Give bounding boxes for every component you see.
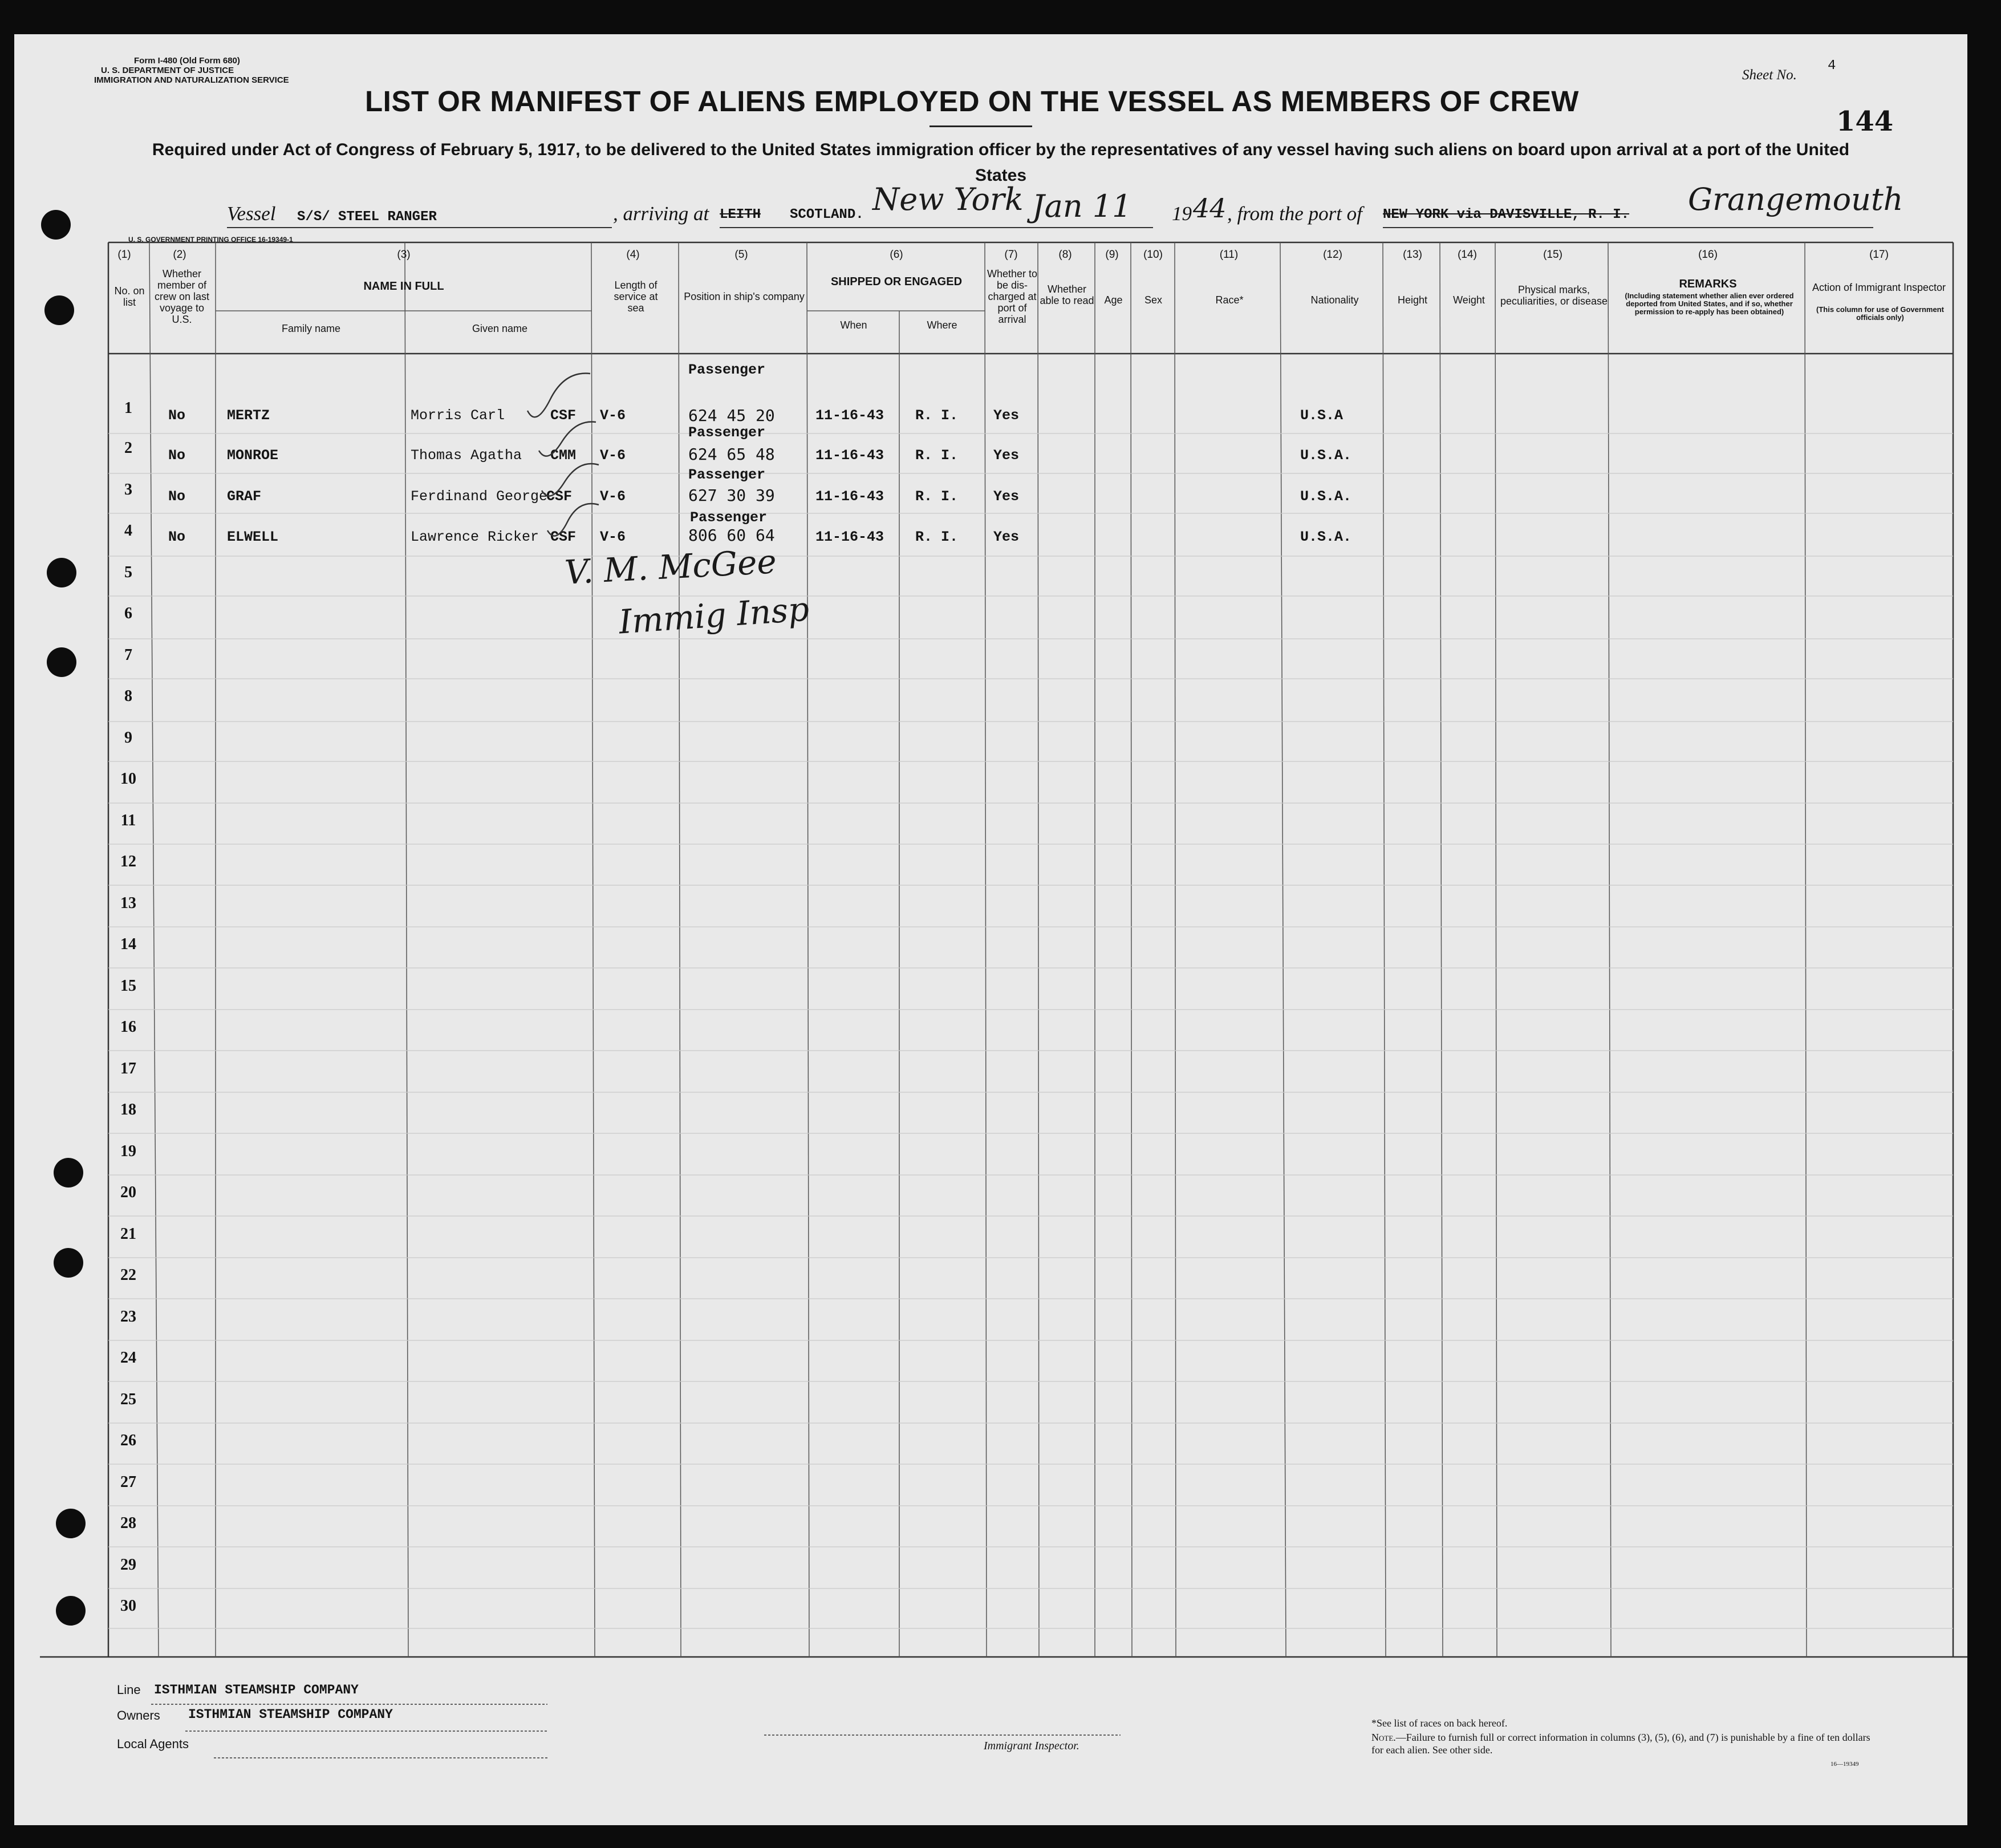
position-title: Passenger (690, 509, 768, 526)
hdr-action: Action of Immigrant Inspector (1812, 282, 1946, 293)
row-number: 29 (120, 1556, 136, 1574)
hdr-when: When (840, 319, 867, 331)
row-number: 13 (120, 894, 136, 912)
row-number: 7 (124, 646, 132, 664)
service: IMMIGRATION AND NATURALIZATION SERVICE (94, 75, 289, 85)
row-number: 25 (120, 1391, 136, 1408)
service-at-sea: V-6 (600, 488, 626, 505)
hdr-discharged: Whether to be dis-charged at port of arrival (987, 268, 1038, 325)
col-num-13: (13) (1403, 249, 1422, 261)
nationality: U.S.A. (1300, 447, 1352, 464)
hdr-shipped-engaged: SHIPPED OR ENGAGED (830, 275, 963, 288)
hdr-position: Position in ship's company (684, 291, 805, 302)
inspector-title: Immig Insp (618, 589, 811, 642)
hdr-name-in-full: NAME IN FULL (363, 280, 444, 293)
shipped-where: R. I. (915, 447, 959, 464)
hdr-whether-member: Whether member of crew on last voyage to U.S. (154, 268, 210, 325)
line-value: ISTHMIAN STEAMSHIP COMPANY (154, 1683, 359, 1697)
hdr-remarks-note: (Including statement whether alien ever ordered deported from United States, and if so, whether permission to re-apply has been obtained) (1625, 291, 1794, 316)
row-number: 23 (120, 1308, 136, 1326)
col-num-2: (2) (173, 249, 186, 261)
row-number: 17 (120, 1060, 136, 1077)
col-num-15: (15) (1543, 249, 1562, 261)
row-number: 2 (124, 439, 132, 457)
member-last-voyage: No (168, 407, 186, 424)
local-agents-label: Local Agents (117, 1737, 189, 1751)
service-at-sea: V-6 (600, 407, 626, 424)
row-number: 4 (124, 522, 132, 540)
row-number: 3 (124, 481, 132, 499)
hdr-sex: Sex (1144, 294, 1163, 306)
rating: CMM (550, 447, 577, 464)
check-mark (527, 374, 590, 418)
member-last-voyage: No (168, 447, 186, 464)
row-number: 14 (120, 935, 136, 953)
form-id: Form I-480 (Old Form 680) (134, 56, 240, 66)
row-number: 21 (120, 1225, 136, 1243)
check-mark (542, 464, 599, 496)
hdr-no-on-list: No. on list (114, 285, 145, 308)
sheet-no-label: Sheet No. (1742, 67, 1797, 83)
year-handwritten: 44 (1193, 193, 1227, 224)
family-name: MONROE (227, 447, 279, 464)
row-number: 6 (124, 605, 132, 622)
col-num-1: (1) (117, 249, 131, 261)
row-number: 11 (120, 812, 136, 829)
family-name: GRAF (227, 488, 262, 505)
service-at-sea: V-6 (600, 447, 626, 464)
arrival-date: Jan 11 (1032, 188, 1132, 224)
given-name: Ferdinand George (411, 488, 548, 505)
col-num-14: (14) (1458, 249, 1477, 261)
col-num-17: (17) (1869, 249, 1889, 261)
col-num-7: (7) (1004, 249, 1018, 261)
row-number: 9 (124, 729, 132, 747)
shipped-when: 11-16-43 (815, 447, 884, 464)
check-mark (539, 422, 596, 456)
nationality: U.S.A (1300, 407, 1344, 424)
page-number: 144 (1836, 106, 1894, 137)
col-num-12: (12) (1323, 249, 1342, 261)
family-name: ELWELL (227, 529, 279, 545)
hdr-where: Where (927, 319, 957, 331)
arriving-port: SCOTLAND. (790, 207, 864, 222)
col-num-5: (5) (734, 249, 748, 261)
col-num-10: (10) (1143, 249, 1163, 261)
row-number: 20 (120, 1184, 136, 1201)
row-number: 26 (120, 1432, 136, 1449)
shipped-where: R. I. (915, 488, 959, 505)
manifest-subtitle: Required under Act of Congress of February 5, 1917, to be delivered to the United States immigration officer by the representatives of any vessel having such aliens on board upon arrival at a port of the United States (152, 140, 1850, 185)
row-number: 19 (120, 1142, 136, 1160)
manifest-title: LIST OR MANIFEST OF ALIENS EMPLOYED ON THE VESSEL AS MEMBERS OF CREW (365, 85, 1579, 117)
from-struck: NEW YORK via DAVISVILLE, R. I. (1383, 207, 1630, 222)
arriving-struck: LEITH (720, 207, 761, 222)
row-number: 12 (120, 853, 136, 870)
row-number: 5 (124, 564, 132, 581)
hdr-height: Height (1397, 294, 1428, 306)
rating: CSF (550, 407, 577, 424)
row-number: 18 (120, 1101, 136, 1118)
shipped-where: R. I. (915, 407, 959, 424)
vessel-label: Vessel (227, 202, 276, 225)
hdr-family-name: Family name (281, 323, 341, 334)
hdr-age: Age (1104, 294, 1123, 306)
inspector-signature: V. M. McGee (563, 542, 778, 592)
owners-value: ISTHMIAN STEAMSHIP COMPANY (188, 1707, 393, 1722)
hdr-physical: Physical marks, peculiarities, or disease (1500, 284, 1608, 307)
discharged: Yes (993, 447, 1020, 464)
row-number: 24 (120, 1349, 136, 1367)
shipped-where: R. I. (915, 529, 959, 545)
shipped-when: 11-16-43 (815, 529, 884, 545)
col-num-8: (8) (1058, 249, 1072, 261)
nationality: U.S.A. (1300, 529, 1352, 545)
family-name: MERTZ (227, 407, 270, 424)
shipped-when: 11-16-43 (815, 488, 884, 505)
arriving-label: , arriving at (613, 202, 709, 225)
note-label: Note. (1371, 1732, 1396, 1743)
year-prefix: 19 (1172, 202, 1192, 225)
rating: CSF (546, 488, 573, 505)
row-number: 22 (120, 1266, 136, 1284)
position-number: 624 45 20 (688, 406, 775, 425)
from-handwritten: Grangemouth (1688, 181, 1903, 217)
hdr-race: Race* (1215, 294, 1244, 306)
col-num-4: (4) (626, 249, 640, 261)
line-label: Line (117, 1683, 141, 1697)
from-label: , from the port of (1227, 202, 1362, 225)
nationality: U.S.A. (1300, 488, 1352, 505)
position-number: 627 30 39 (688, 486, 775, 505)
hdr-length-service: Length of service at sea (614, 279, 658, 314)
note-text: —Failure to furnish full or correct information in columns (3), (5), (6), and (7) is punishable by a fine of ten dollars for each alien. See other side. (1371, 1732, 1870, 1756)
row-number: 15 (120, 977, 136, 995)
arriving-handwritten: New York (872, 181, 1024, 217)
col-num-6: (6) (890, 249, 903, 261)
position-number: 806 60 64 (688, 526, 775, 545)
shipped-when: 11-16-43 (815, 407, 884, 424)
row-number: 30 (120, 1597, 136, 1615)
row-number: 16 (120, 1018, 136, 1036)
row-number: 28 (120, 1514, 136, 1532)
gpo-imprint: U. S. GOVERNMENT PRINTING OFFICE 16-19349-1 (128, 236, 293, 244)
hdr-weight: Weight (1453, 294, 1485, 306)
inspector-label: Immigrant Inspector. (984, 1740, 1079, 1752)
hdr-given-name: Given name (472, 323, 528, 334)
given-name: Lawrence Ricker (411, 529, 539, 545)
hdr-remarks: REMARKS (1679, 278, 1737, 290)
check-mark (547, 504, 599, 536)
form-code: 16—19349 (1830, 1761, 1859, 1768)
hdr-able-read: Whether able to read (1040, 283, 1094, 306)
sheet-no-value: 4 (1828, 58, 1836, 74)
col-num-3: (3) (397, 249, 411, 261)
col-num-11: (11) (1219, 249, 1239, 261)
discharged: Yes (993, 488, 1020, 505)
hdr-action-note: (This column for use of Government officials only) (1816, 305, 1944, 322)
member-last-voyage: No (168, 488, 186, 505)
row-number: 1 (124, 399, 132, 417)
row-number: 10 (120, 770, 136, 788)
given-name: Morris Carl (411, 407, 505, 424)
discharged: Yes (993, 407, 1020, 424)
owners-label: Owners (117, 1708, 160, 1723)
position-title: Passenger (688, 424, 766, 441)
fine-note (1371, 1731, 1885, 1756)
col-num-9: (9) (1105, 249, 1119, 261)
col-num-16: (16) (1698, 249, 1718, 261)
row-number: 27 (120, 1473, 136, 1491)
position-title: Passenger (688, 362, 766, 378)
vessel-name: S/S/ STEEL RANGER (297, 209, 437, 225)
row-number: 8 (124, 687, 132, 705)
rating: CSF (550, 529, 577, 545)
department: U. S. DEPARTMENT OF JUSTICE (101, 66, 234, 75)
member-last-voyage: No (168, 529, 186, 545)
races-note: *See list of races on back hereof. (1371, 1717, 1508, 1729)
hdr-nationality: Nationality (1310, 294, 1359, 306)
service-at-sea: V-6 (600, 529, 626, 545)
discharged: Yes (993, 529, 1020, 545)
given-name: Thomas Agatha (411, 447, 522, 464)
position-number: 624 65 48 (688, 445, 775, 464)
position-title: Passenger (688, 467, 766, 483)
